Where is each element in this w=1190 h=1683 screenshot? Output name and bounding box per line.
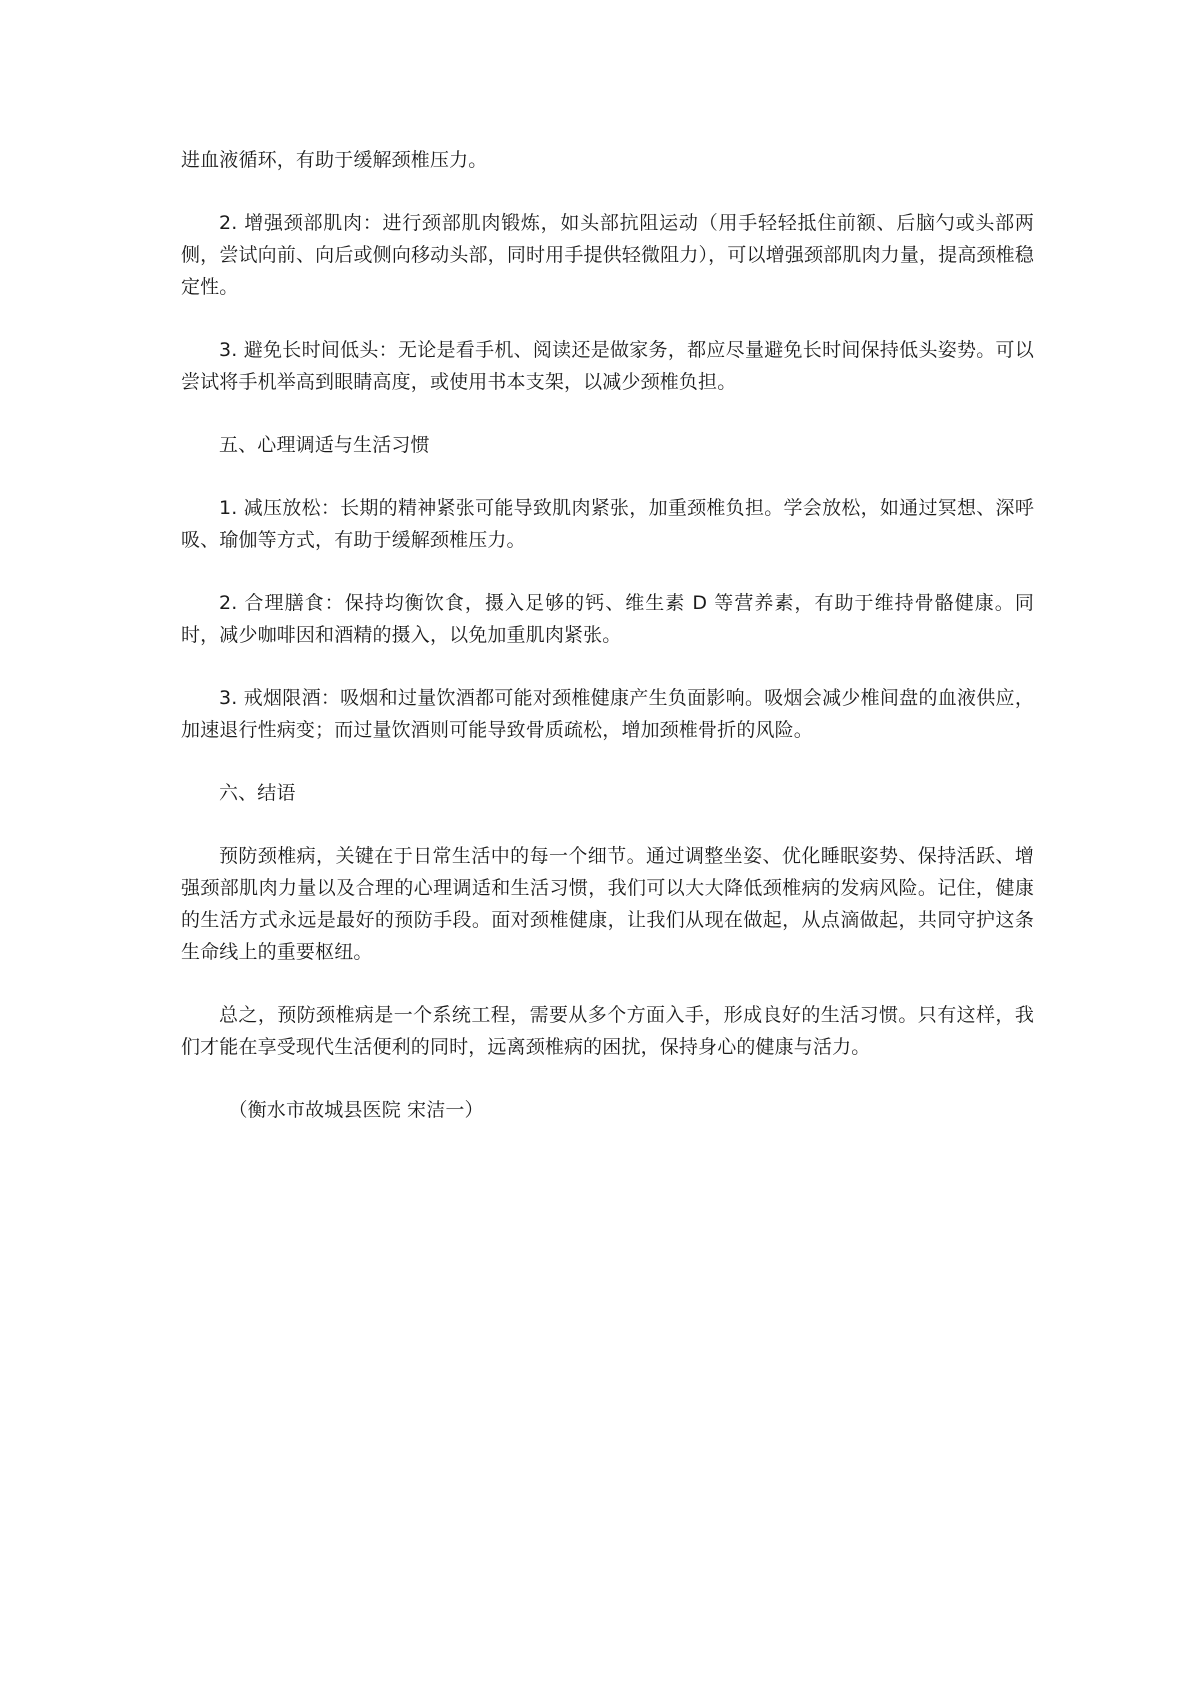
section-heading-conclusion: 六、结语: [219, 782, 296, 804]
paragraph-strengthen-neck-muscles: 2. 增强颈部肌肉：进行颈部肌肉锻炼，如头部抗阻运动（用手轻轻抵住前额、后脑勺或头部两侧，尝试向前、向后或侧向移动头部，同时用手提供轻微阻力），可以增强颈部肌肉力量，提高颈椎稳定性。: [181, 212, 1034, 298]
paragraph-avoid-looking-down: 3. 避免长时间低头：无论是看手机、阅读还是做家务，都应尽量避免长时间保持低头姿势。可以尝试将手机举高到眼睛高度，或使用书本支架，以减少颈椎负担。: [181, 339, 1034, 393]
paragraph-summary: 总之，预防颈椎病是一个系统工程，需要从多个方面入手，形成良好的生活习惯。只有这样，我们才能在享受现代生活便利的同时，远离颈椎病的困扰，保持身心的健康与活力。: [181, 1004, 1034, 1058]
document-page: [181, 144, 1034, 1157]
author-signature: （衡水市故城县医院 宋洁一）: [228, 1099, 484, 1121]
paragraph-quit-smoking: 3. 戒烟限酒：吸烟和过量饮酒都可能对颈椎健康产生负面影响。吸烟会减少椎间盘的血液供应，加速退行性病变；而过量饮酒则可能导致骨质疏松，增加颈椎骨折的风险。: [181, 687, 1034, 741]
paragraph-continuation: 进血液循环，有助于缓解颈椎压力。: [181, 149, 488, 171]
paragraph-diet: 2. 合理膳食：保持均衡饮食，摄入足够的钙、维生素 D 等营养素，有助于维持骨骼健康。同时，减少咖啡因和酒精的摄入，以免加重肌肉紧张。: [181, 592, 1034, 646]
paragraph-conclusion: 预防颈椎病，关键在于日常生活中的每一个细节。通过调整坐姿、优化睡眠姿势、保持活跃、增强颈部肌肉力量以及合理的心理调适和生活习惯，我们可以大大降低颈椎病的发病风险。记住，健康的生活方式永远是最好的预防手段。面对颈椎健康，让我们从现在做起，从点滴做起，共同守护这条生命线上的重要枢纽。: [181, 845, 1034, 963]
section-heading-psychology: 五、心理调适与生活习惯: [219, 434, 430, 456]
paragraph-stress-relief: 1. 减压放松：长期的精神紧张可能导致肌肉紧张，加重颈椎负担。学会放松，如通过冥想、深呼吸、瑜伽等方式，有助于缓解颈椎压力。: [181, 497, 1034, 551]
